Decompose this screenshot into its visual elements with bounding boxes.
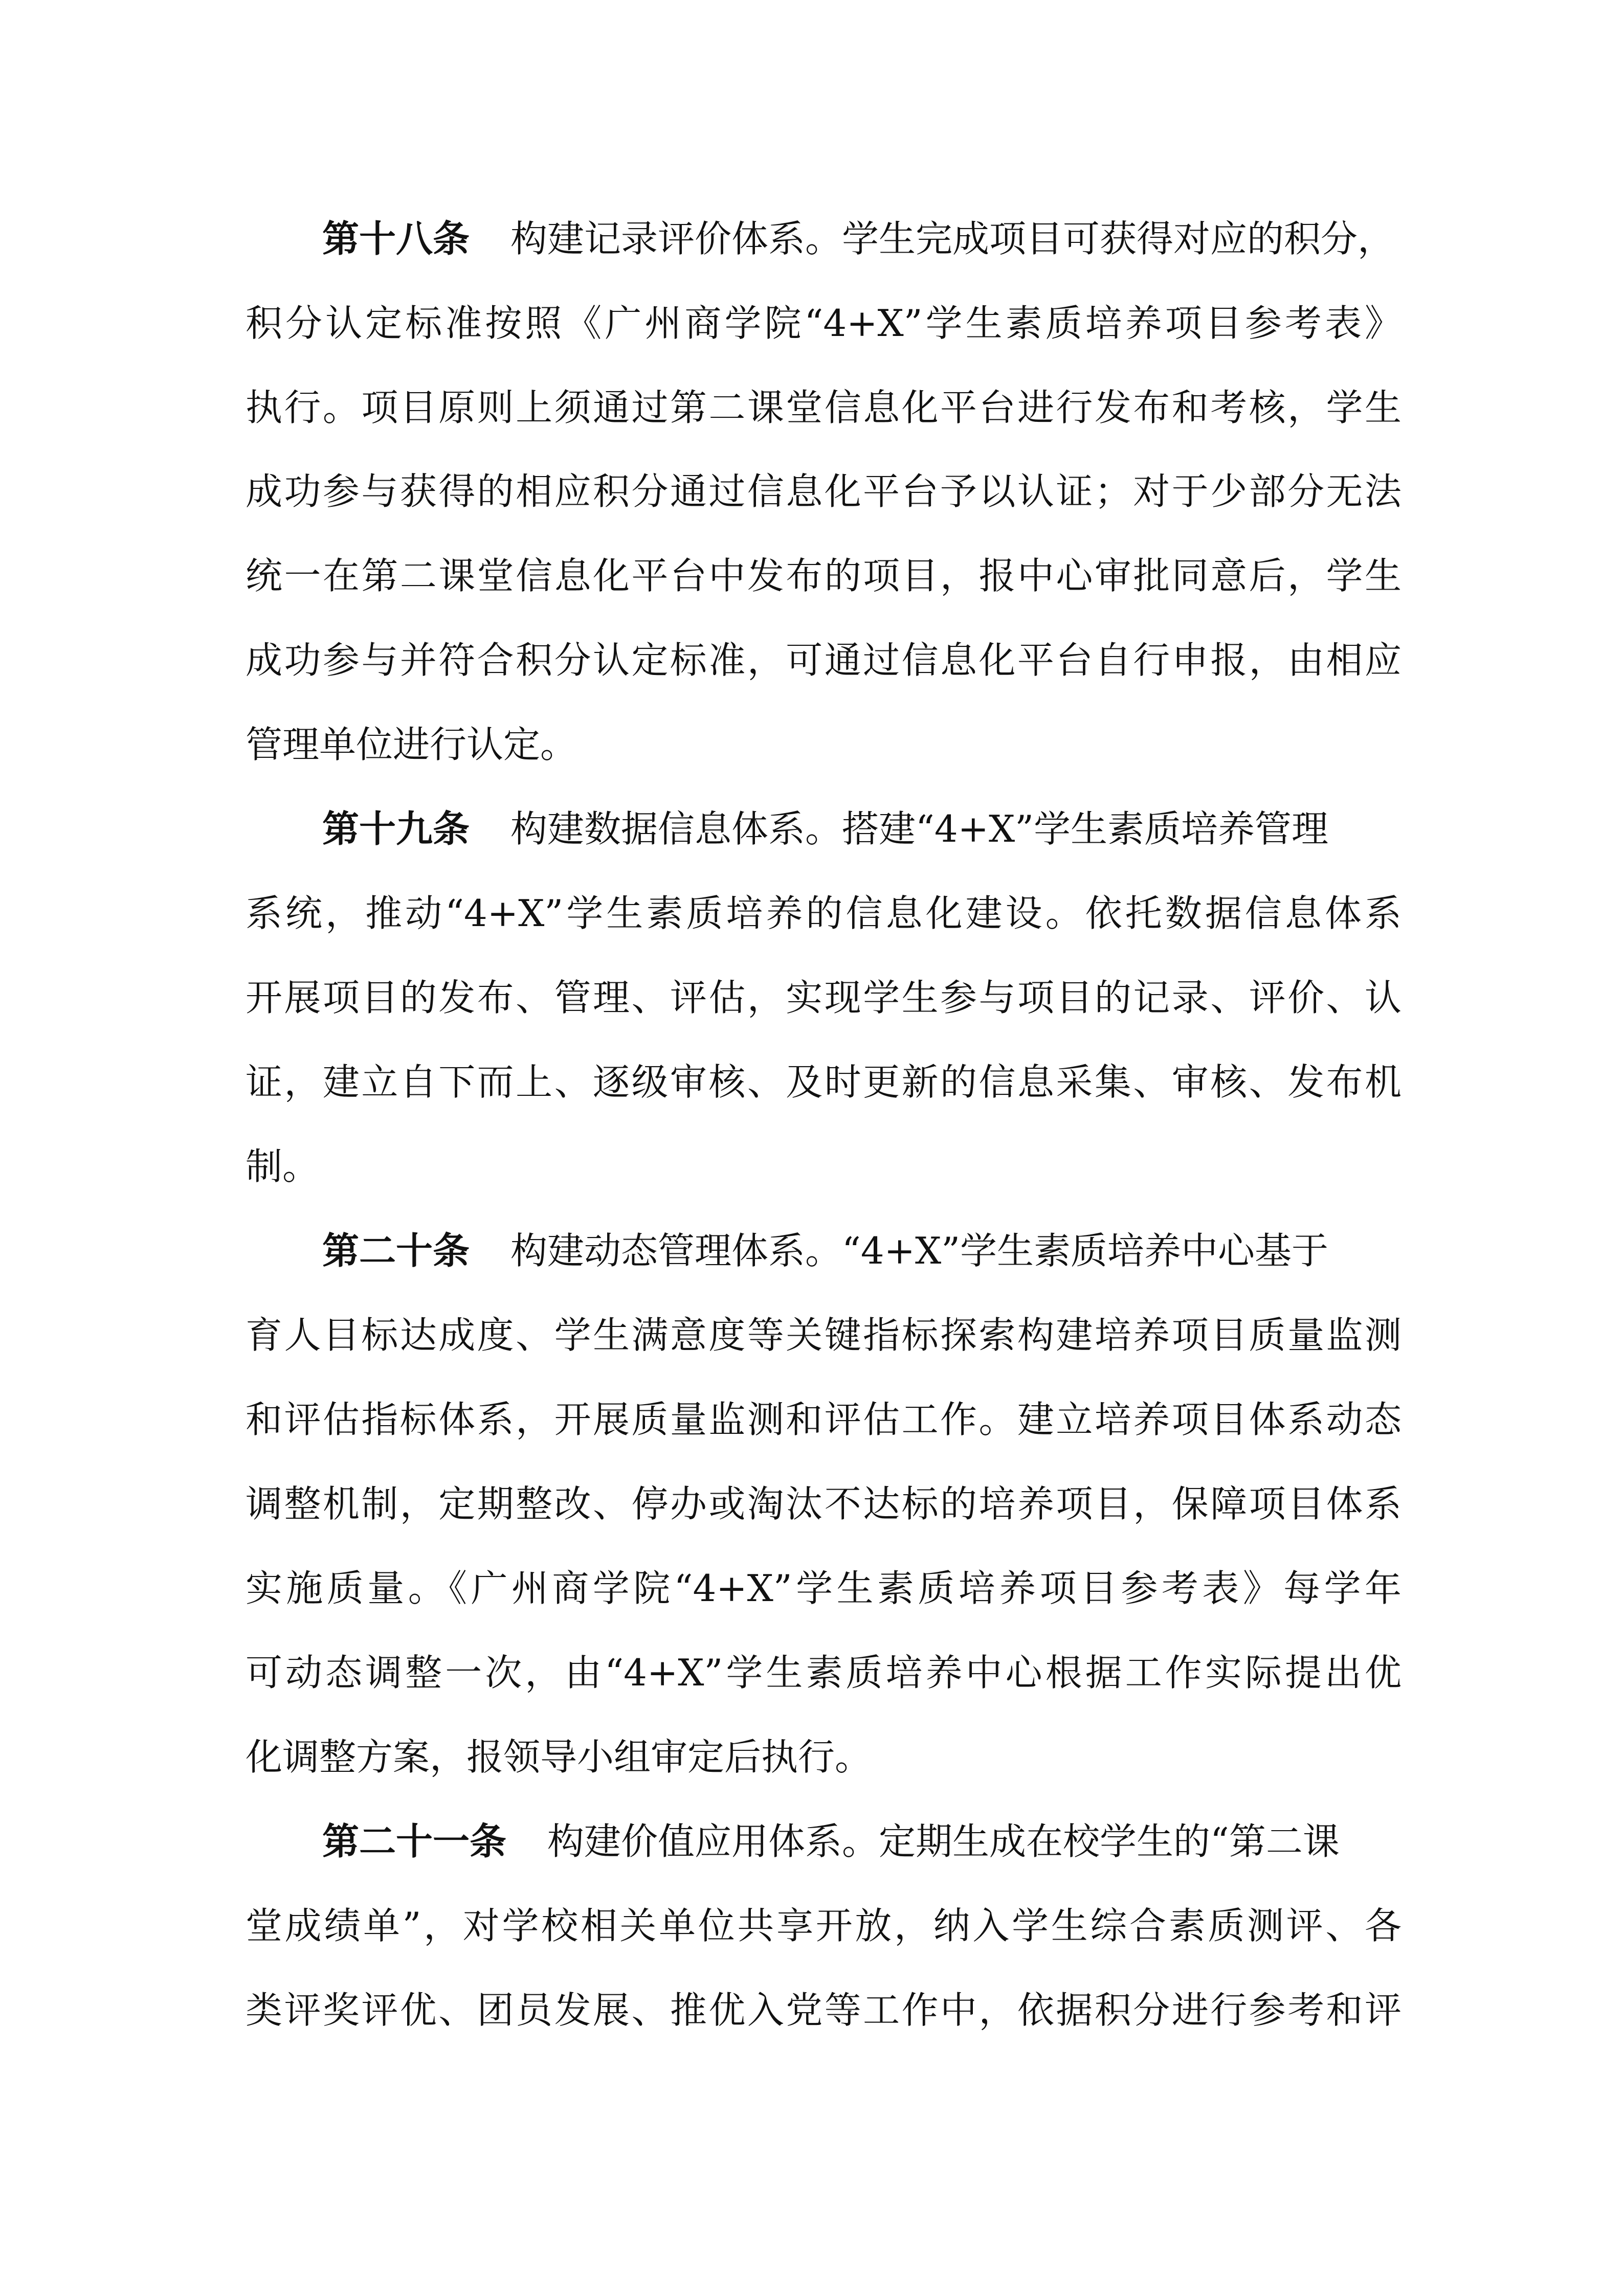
- text-line: 成功参与并符合积分认定标准，可通过信息化平台自行申报，由相应: [246, 639, 1401, 682]
- text-line: 可动态调整一次，由“4+X”学生素质培养中心根据工作实际提出优: [246, 1651, 1401, 1694]
- text-line: 管理单位进行认定。: [246, 723, 577, 766]
- text-line: 育人目标达成度、学生满意度等关键指标探索构建培养项目质量监测: [246, 1314, 1401, 1357]
- article-19-line: [246, 1138, 1401, 1195]
- text-line: 调整机制，定期整改、停办或淘汰不达标的培养项目，保障项目体系: [246, 1482, 1401, 1525]
- article-21-first-line: [322, 1813, 1401, 1870]
- article-19-first-line: [322, 801, 1401, 857]
- text-line: 统一在第二课堂信息化平台中发布的项目，报中心审批同意后，学生: [246, 554, 1401, 597]
- text-line: 化调整方案，报领导小组审定后执行。: [246, 1736, 872, 1779]
- article-21-line: [246, 1898, 1401, 1954]
- text-line: 堂成绩单”，对学校相关单位共享开放，纳入学生综合素质测评、各: [246, 1904, 1401, 1947]
- article-18-first-line: [322, 211, 1401, 267]
- text-line: 类评奖评优、团员发展、推优入党等工作中，依据积分进行参考和评: [246, 1989, 1401, 2032]
- article-text: 构建记录评价体系。学生完成项目可获得对应的积分，: [510, 217, 1395, 260]
- article-20-line: [246, 1391, 1401, 1448]
- article-19-line: [246, 970, 1401, 1026]
- text-line: 开展项目的发布、管理、评估，实现学生参与项目的记录、评价、认: [246, 976, 1401, 1019]
- text-line: 成功参与获得的相应积分通过信息化平台予以认证；对于少部分无法: [246, 470, 1401, 513]
- article-18-line: [246, 379, 1401, 436]
- article-18-line: [246, 716, 1401, 773]
- text-line: 执行。项目原则上须通过第二课堂信息化平台进行发布和考核，学生: [246, 386, 1401, 429]
- article-number: 第二十条: [322, 1229, 470, 1272]
- article-20-line: [246, 1729, 1401, 1785]
- article-number: 第二十一条: [322, 1820, 507, 1863]
- article-18-line: [246, 463, 1401, 520]
- text-line: 和评估指标体系，开展质量监测和评估工作。建立培养项目体系动态: [246, 1398, 1401, 1441]
- article-18-line: [246, 548, 1401, 604]
- text-line: 证，建立自下而上、逐级审核、及时更新的信息采集、审核、发布机: [246, 1061, 1401, 1104]
- article-20-line: [246, 1307, 1401, 1363]
- article-text: 构建数据信息体系。搭建“4+X”学生素质培养管理: [510, 807, 1329, 850]
- text-line: 制。: [246, 1145, 320, 1188]
- article-number: 第十八条: [322, 217, 470, 260]
- article-20-line: [246, 1476, 1401, 1532]
- article-19-line: [246, 885, 1401, 941]
- article-20-first-line: [322, 1223, 1401, 1279]
- article-text: 构建动态管理体系。“4+X”学生素质培养中心基于: [510, 1229, 1329, 1272]
- article-19-line: [246, 1054, 1401, 1110]
- article-text: 构建价值应用体系。定期生成在校学生的“第二课: [547, 1820, 1340, 1863]
- text-line: 系统，推动“4+X”学生素质培养的信息化建设。依托数据信息体系: [246, 892, 1401, 935]
- text-line: 积分认定标准按照《广州商学院“4+X”学生素质培养项目参考表》: [246, 302, 1401, 345]
- article-20-line: [246, 1560, 1401, 1616]
- text-line: 实施质量。《广州商学院“4+X”学生素质培养项目参考表》每学年: [246, 1567, 1401, 1610]
- article-18-line: [246, 295, 1401, 351]
- article-18-line: [246, 632, 1401, 688]
- article-number: 第十九条: [322, 807, 470, 850]
- article-21-line: [246, 1982, 1401, 2038]
- article-20-line: [246, 1645, 1401, 1701]
